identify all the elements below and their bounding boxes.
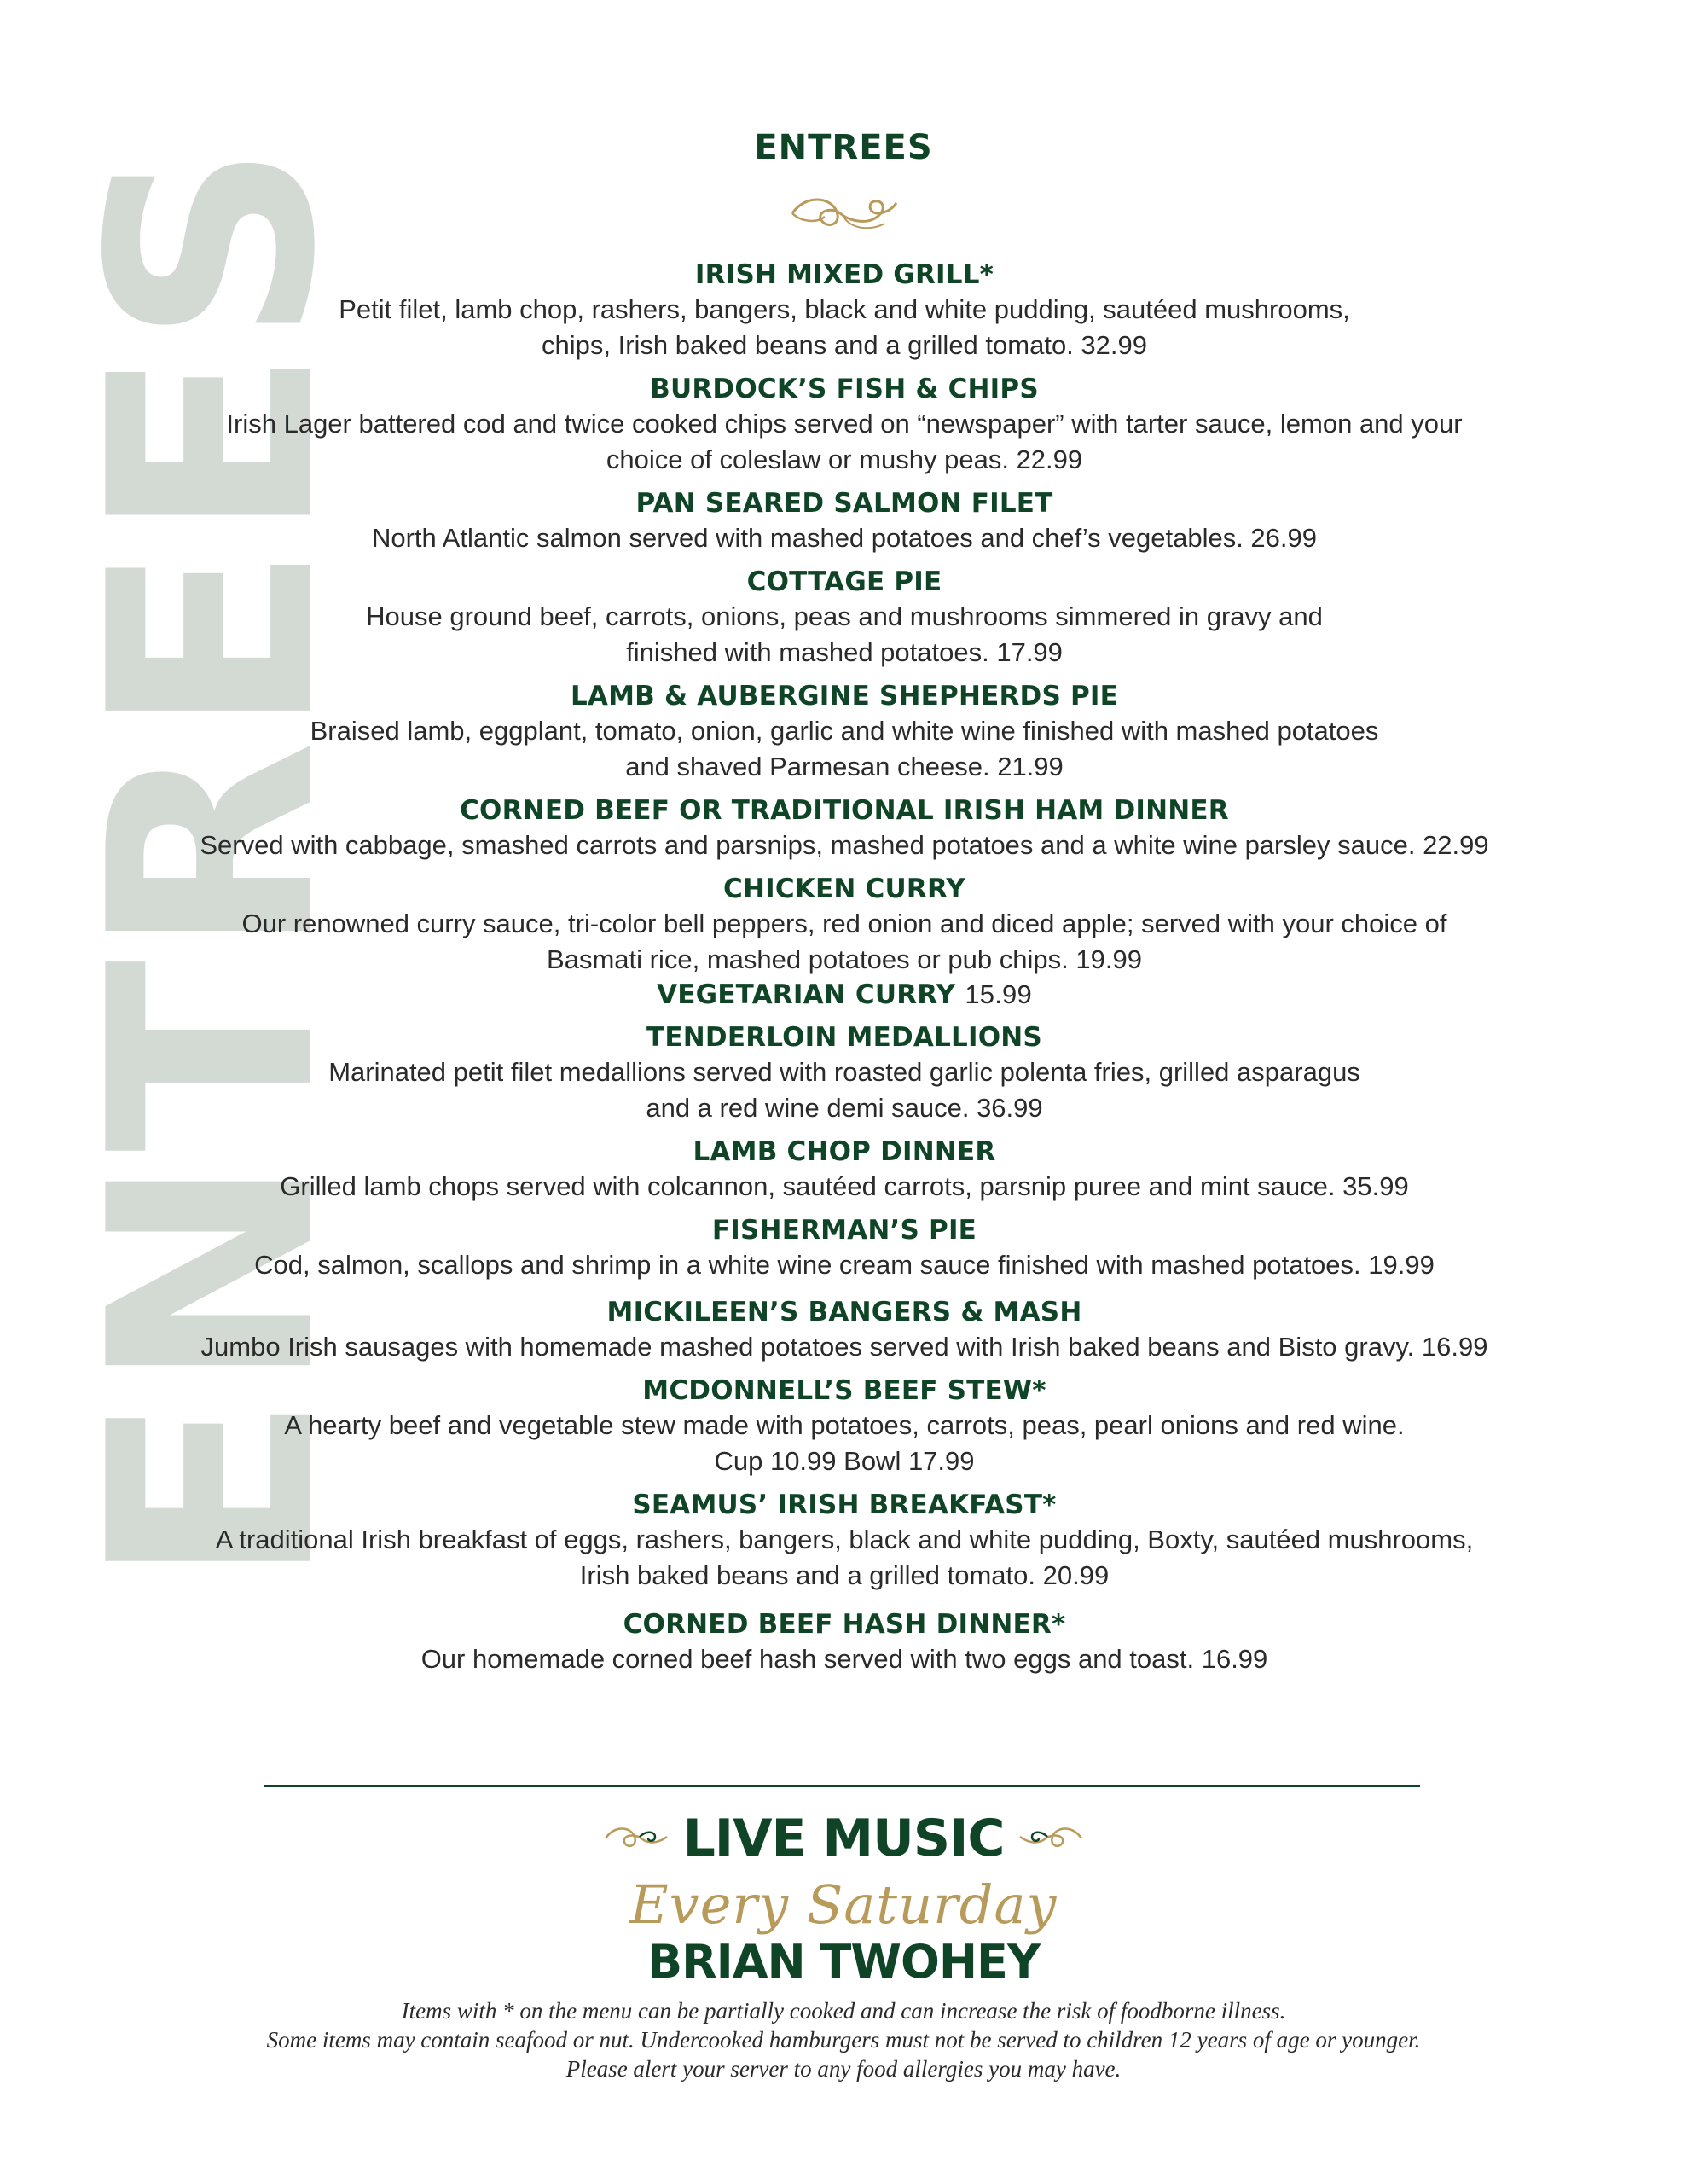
item-name: MICKILEEN’S BANGERS & MASH — [606, 1297, 1082, 1327]
item-description: Served with cabbage, smashed carrots and parsnips, mashed potatoes and a white wine parsley sauce. 22.99 — [200, 830, 1489, 860]
item-price: 15.99 — [965, 979, 1032, 1009]
item-name: FISHERMAN’S PIE — [711, 1215, 977, 1246]
item-name: LAMB CHOP DINNER — [693, 1136, 996, 1167]
item-name: COTTAGE PIE — [746, 566, 942, 597]
menu-item — [119, 1295, 1569, 1365]
menu-item — [119, 1488, 1569, 1594]
menu-item — [119, 258, 1569, 363]
disclaimer — [0, 1996, 1687, 2083]
watermark-text: ENTREES — [49, 138, 377, 1587]
item-name: CORNED BEEF HASH DINNER* — [623, 1609, 1066, 1640]
item-description: A traditional Irish breakfast of eggs, rashers, bangers, black and white pudding, Boxty, sautéed mushrooms, Irish baked beans and a grilled tomato. 20.99 — [215, 1525, 1474, 1590]
item-name: IRISH MIXED GRILL* — [694, 259, 994, 290]
disclaimer-line: Some items may contain seafood or nut. Undercooked hamburgers must not be served to children 12 years of age or younger. — [266, 2027, 1421, 2053]
live-music-subtitle: Every Saturday — [629, 1873, 1058, 1936]
menu-item — [119, 1020, 1569, 1126]
menu-item — [119, 1607, 1569, 1677]
item-name: TENDERLOIN MEDALLIONS — [646, 1022, 1042, 1053]
flourish-right-icon — [1017, 1820, 1085, 1857]
live-music-banner — [0, 1809, 1687, 1868]
item-description: North Atlantic salmon served with mashed potatoes and chef’s vegetables. 26.99 — [371, 523, 1318, 553]
vegetarian-variant — [119, 978, 1569, 1012]
item-name: CHICKEN CURRY — [723, 874, 965, 904]
item-name: PAN SEARED SALMON FILET — [635, 488, 1053, 519]
item-description: Our renowned curry sauce, tri-color bell peppers, red onion and diced apple; served with your choice of Basmati rice, mashed potatoes or pub chips. 19.99 — [241, 909, 1447, 974]
item-description: Our homemade corned beef hash served with two eggs and toast. 16.99 — [420, 1644, 1268, 1674]
item-description: Petit filet, lamb chop, rashers, bangers, black and white pudding, sautéed mushrooms, chips, Irish baked beans and a grilled tomato. 32.99 — [339, 294, 1350, 360]
item-name: VEGETARIAN CURRY — [657, 979, 956, 1010]
menu-item — [119, 679, 1569, 785]
item-description: Irish Lager battered cod and twice cooked chips served on “newspaper” with tarter sauce, lemon and your choice of coleslaw or mushy peas. 22.99 — [226, 409, 1463, 474]
item-name: LAMB & AUBERGINE SHEPHERDS PIE — [570, 681, 1119, 712]
flourish-ornament-icon — [784, 186, 903, 237]
menu-item — [119, 565, 1569, 671]
item-name: SEAMUS’ IRISH BREAKFAST* — [632, 1490, 1057, 1520]
item-description: Cod, salmon, scallops and shrimp in a white wine cream sauce finished with mashed potatoes. 19.99 — [254, 1250, 1435, 1280]
performer-name: BRIAN TWOHEY — [646, 1935, 1041, 1989]
menu-item — [119, 1374, 1569, 1479]
disclaimer-line: Items with * on the menu can be partially cooked and can increase the risk of foodborne illness. — [401, 1998, 1286, 2024]
live-music-title: LIVE MUSIC — [682, 1809, 1005, 1868]
menu-item — [119, 872, 1569, 1012]
item-description: Grilled lamb chops served with colcannon, sautéed carrots, parsnip puree and mint sauce. 35.99 — [280, 1171, 1409, 1201]
section-title: ENTREES — [754, 128, 933, 167]
item-description: A hearty beef and vegetable stew made with potatoes, carrots, peas, pearl onions and red wine. Cup 10.99 Bowl 17.99 — [284, 1410, 1405, 1476]
menu-item — [119, 372, 1569, 478]
disclaimer-line: Please alert your server to any food allergies you may have. — [565, 2056, 1122, 2082]
entrees-list — [119, 258, 1569, 1677]
item-name: MCDONNELL’S BEEF STEW* — [642, 1375, 1046, 1406]
menu-item — [119, 1135, 1569, 1205]
menu-item — [119, 793, 1569, 863]
divider-line — [264, 1785, 1420, 1787]
item-description: House ground beef, carrots, onions, peas and mushrooms simmered in gravy and finished with mashed potatoes. 17.99 — [366, 601, 1323, 667]
flourish-left-icon — [602, 1820, 670, 1857]
item-name: CORNED BEEF OR TRADITIONAL IRISH HAM DINNER — [460, 795, 1229, 826]
item-name: BURDOCK’S FISH & CHIPS — [650, 374, 1039, 404]
menu-item — [119, 1213, 1569, 1283]
menu-item — [119, 486, 1569, 556]
item-description: Jumbo Irish sausages with homemade mashed potatoes served with Irish baked beans and Bisto gravy. 16.99 — [200, 1332, 1488, 1362]
item-description: Marinated petit filet medallions served with roasted garlic polenta fries, grilled asparagus and a red wine demi sauce. 36.99 — [328, 1057, 1360, 1123]
item-description: Braised lamb, eggplant, tomato, onion, garlic and white wine finished with mashed potatoes and shaved Parmesan cheese. 21.99 — [310, 716, 1379, 781]
